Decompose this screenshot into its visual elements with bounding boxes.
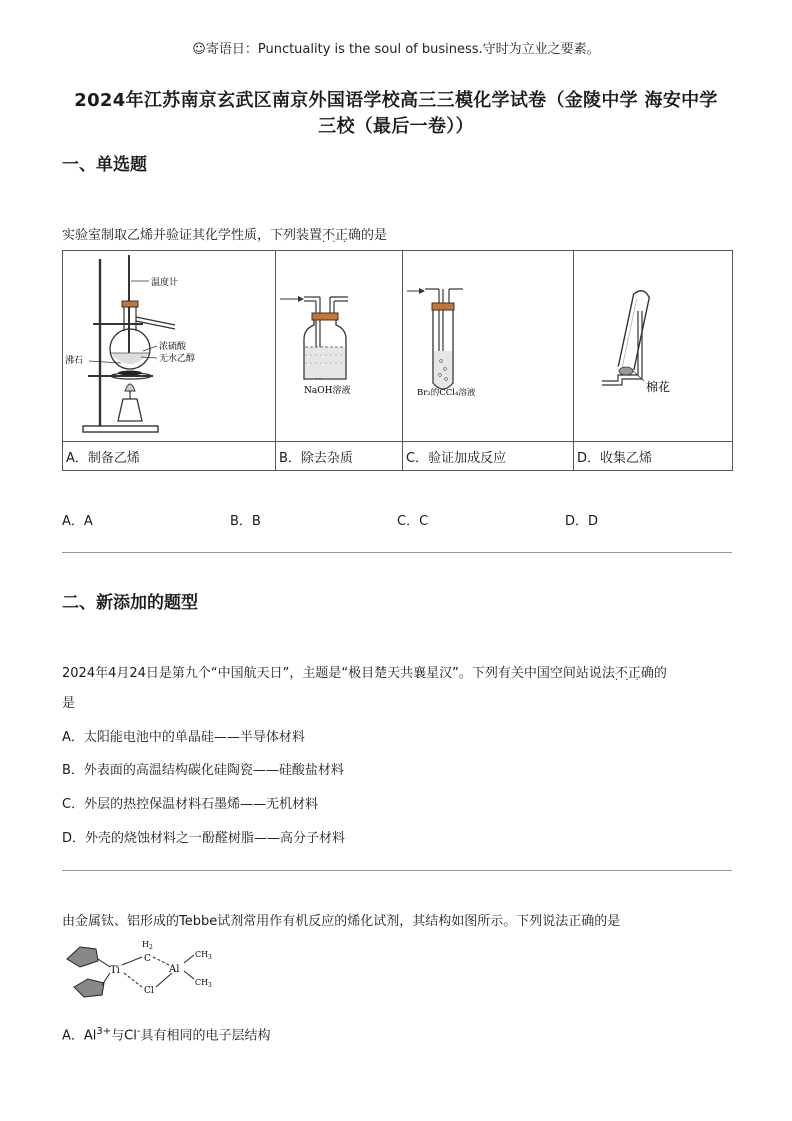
- q1-stem-pre: 实验室制取乙烯并验证其化学性质，下列装置: [62, 228, 323, 243]
- tebbe-reagent-structure: [62, 935, 222, 1015]
- atom-al: Al: [169, 964, 180, 975]
- ethylene-generator-figure: [63, 251, 275, 441]
- q2-stem-emphasis: 不正确 · · ·: [615, 666, 654, 681]
- paper-title: [40, 88, 752, 140]
- q1-option-a[interactable]: A．A: [62, 514, 93, 529]
- q1-option-c[interactable]: C．C: [397, 514, 429, 529]
- q1-stem-post: 的是: [361, 228, 388, 243]
- q3-option-a[interactable]: [62, 1022, 270, 1046]
- cell-label-a: A．制备乙烯: [63, 442, 276, 471]
- q2-option-a[interactable]: A．太阳能电池中的单晶硅——半导体材料: [62, 730, 305, 745]
- figure-c: [403, 251, 573, 441]
- atom-h-subscript: 2: [149, 944, 153, 951]
- label-anhydrous-ethanol: 无水乙醇: [159, 354, 196, 364]
- q2-option-b[interactable]: B．外表面的高温结构碳化硅陶瓷——硅酸盐材料: [62, 763, 344, 778]
- label-conc-sulfuric-acid: 浓硫酸: [159, 342, 187, 352]
- divider-1: [62, 552, 732, 553]
- q3-option-a-pre: A．Al: [62, 1028, 97, 1044]
- q3-stem: 由金属钛、铝形成的Tebbe试剂常用作有机反应的烯化试剂，其结构如图所示。下列说法正确的是: [62, 914, 621, 929]
- q2-stem-line1-post: 的: [653, 666, 667, 681]
- gas-collection-figure: [574, 251, 732, 441]
- q2-stem: [62, 664, 732, 684]
- section-1-heading: 一、单选题: [62, 155, 147, 175]
- q1-stem-emphasis: 不正确 · · ·: [322, 228, 361, 243]
- q2-option-c[interactable]: C．外层的热控保温材料石墨烯——无机材料: [62, 797, 319, 812]
- methyl-1: CH: [195, 950, 209, 959]
- q1-option-b[interactable]: B．B: [230, 514, 261, 529]
- q2-stem-line2: 是: [62, 696, 76, 711]
- atom-ti: Ti: [110, 965, 120, 976]
- atom-cl: Cl: [144, 986, 154, 996]
- label-thermometer: 温度计: [151, 278, 179, 288]
- motto-line: ☺寄语日：Punctuality is the soul of business.守时为立业之要素。: [192, 42, 600, 57]
- title-line-2: 三校（最后一卷））: [318, 116, 474, 137]
- label-naoh-solution: NaOH溶液: [304, 386, 351, 396]
- figure-a: [63, 251, 275, 441]
- label-br2-ccl4-solution: Br₂的CCl₄溶液: [417, 388, 476, 398]
- cell-label-c: C．验证加成反应: [403, 442, 574, 471]
- title-line-1: 2024年江苏南京玄武区南京外国语学校高三三模化学试卷（金陵中学 海安中学: [74, 90, 718, 111]
- q3-option-a-post: 具有相同的电子层结构: [140, 1028, 271, 1044]
- atom-c: C: [144, 954, 151, 964]
- q1-stem: [62, 226, 387, 246]
- label-cotton: 棉花: [646, 380, 671, 394]
- figure-b: [276, 251, 402, 441]
- q3-option-a-charge: 3+: [96, 1026, 112, 1037]
- figure-c-cell: [403, 251, 574, 442]
- figure-b-cell: [276, 251, 403, 442]
- q2-option-d[interactable]: D．外壳的烧蚀材料之一酚醛树脂——高分子材料: [62, 831, 346, 846]
- section-2-heading: 二、新添加的题型: [62, 593, 198, 613]
- q3-option-a-mid: 与Cl: [111, 1028, 137, 1044]
- methyl-1-subscript: 3: [208, 954, 212, 961]
- divider-2: [62, 870, 732, 871]
- methyl-2-subscript: 3: [208, 982, 212, 989]
- bromine-test-tube-figure: [403, 251, 573, 441]
- q2-stem-line1-pre: 2024年4月24日是第九个“中国航天日”，主题是“极目楚天共襄星汉”。下列有关中国空间站说法: [62, 666, 615, 681]
- atom-h: H: [142, 940, 149, 949]
- label-boiling-stone: 沸石: [65, 356, 84, 366]
- figure-d: [574, 251, 732, 441]
- q3-option-a-charge-2: -: [136, 1026, 141, 1037]
- cell-label-d: D．收集乙烯: [574, 442, 733, 471]
- apparatus-table: [62, 250, 733, 471]
- cell-label-b: B．除去杂质: [276, 442, 403, 471]
- figure-d-cell: [574, 251, 733, 442]
- methyl-2: CH: [195, 978, 209, 987]
- q1-option-d[interactable]: D．D: [565, 514, 599, 529]
- figure-a-cell: [63, 251, 276, 442]
- washing-bottle-figure: [276, 251, 402, 441]
